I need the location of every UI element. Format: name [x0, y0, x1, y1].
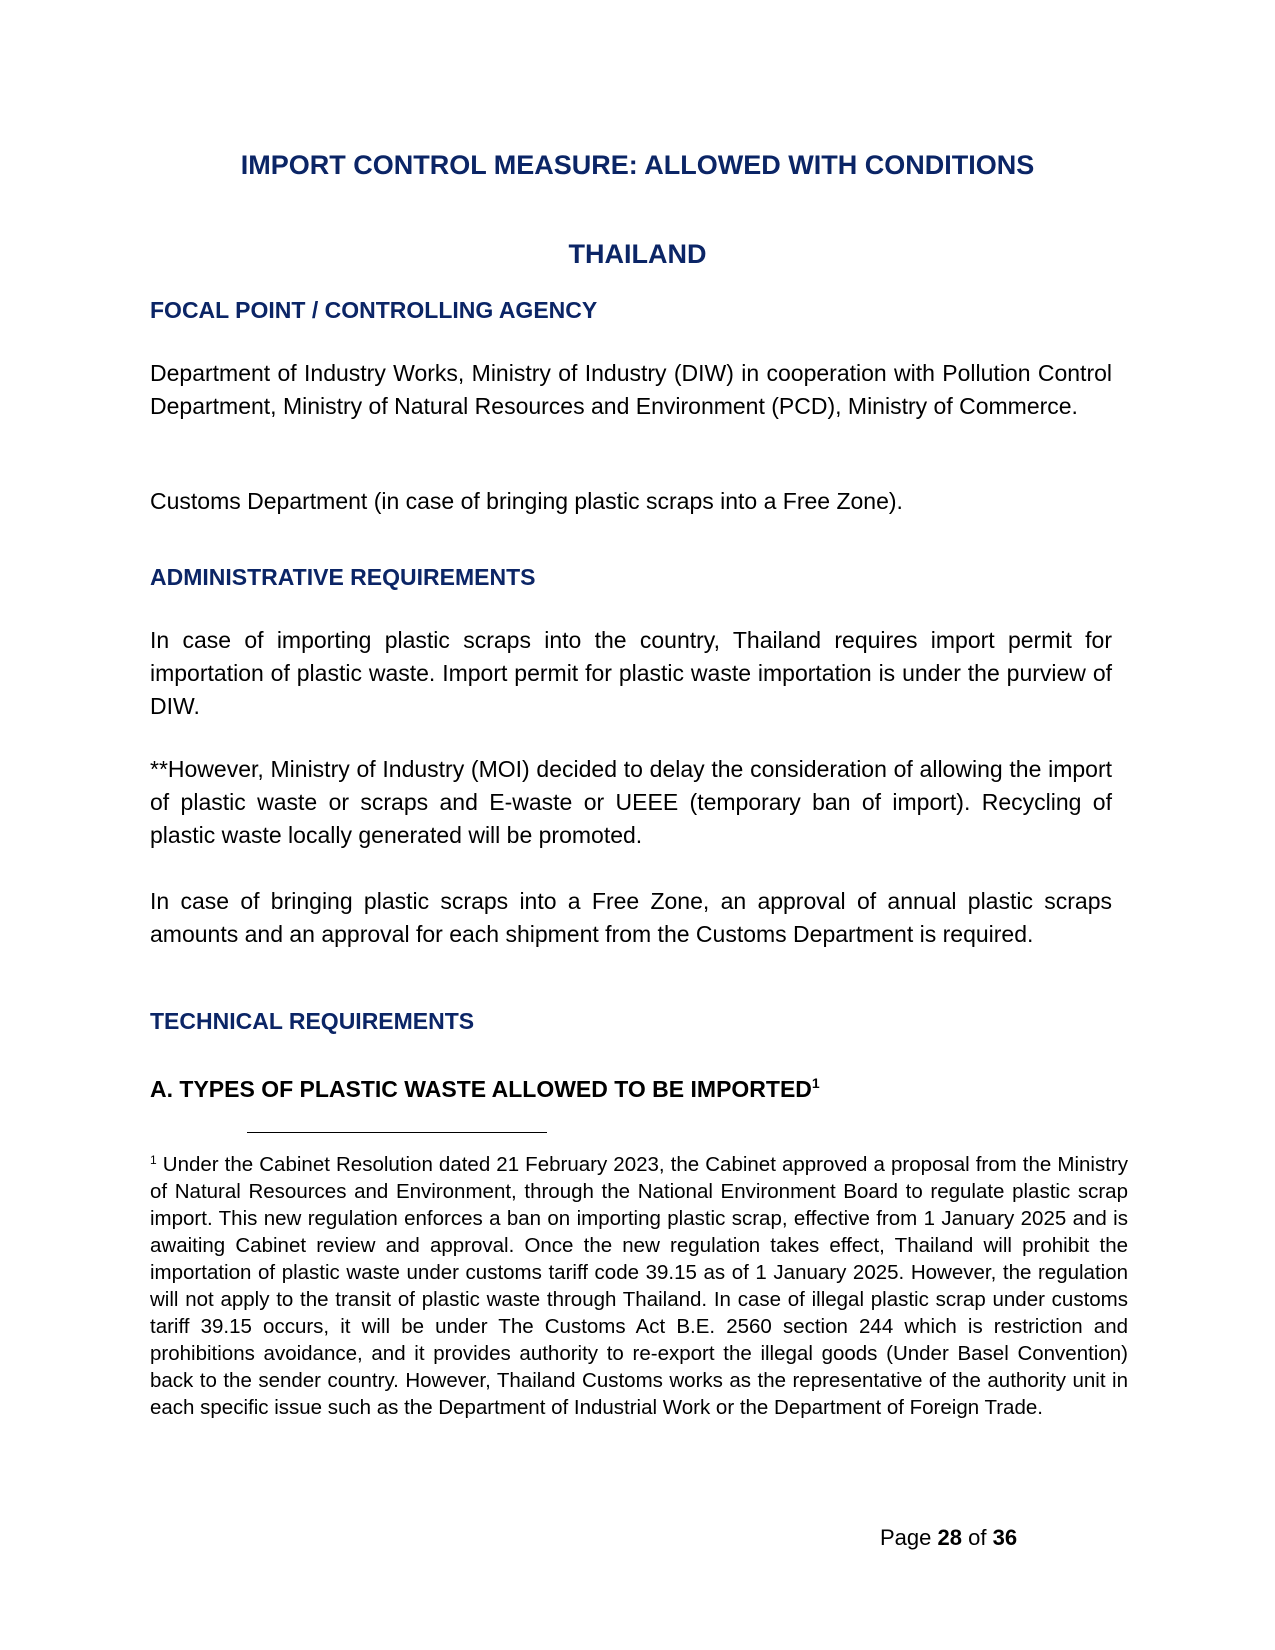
administrative-paragraph-3: In case of bringing plastic scraps into a Free Zone, an approval of annual plastic scraps amounts and an approval for each shipment from the Customs Department is required. — [150, 888, 1112, 947]
focal-point-paragraph-1: Department of Industry Works, Ministry of Industry (DIW) in cooperation with Pollution Control Department, Ministry of Natural Resources and Environment (PCD), Ministry of Commerce. — [150, 360, 1112, 419]
page-label: Page — [880, 1525, 932, 1550]
footnote-marker: 1 — [150, 1153, 157, 1167]
technical-requirements-heading: TECHNICAL REQUIREMENTS — [150, 1008, 475, 1034]
focal-point-heading: FOCAL POINT / CONTROLLING AGENCY — [150, 297, 598, 323]
administrative-paragraph-1: In case of importing plastic scraps into the country, Thailand requires import permit for importation of plastic waste. Import permit for plastic waste importation is under the purview of DIW. — [150, 627, 1112, 719]
page-of-label: of — [968, 1525, 987, 1550]
page-number — [880, 1525, 1140, 1551]
total-pages: 36 — [992, 1525, 1018, 1550]
administrative-paragraph-2: **However, Ministry of Industry (MOI) decided to delay the consideration of allowing the import of plastic waste or scraps and E-waste or UEEE (temporary ban of import). Recycling of plastic waste locally generated will be promoted. — [150, 756, 1112, 848]
footnote-reference: 1 — [811, 1075, 820, 1091]
current-page: 28 — [937, 1525, 962, 1550]
administrative-requirements-heading: ADMINISTRATIVE REQUIREMENTS — [150, 564, 536, 590]
footnote — [150, 1147, 1128, 1421]
country-title: THAILAND — [568, 239, 707, 269]
focal-point-paragraph-2: Customs Department (in case of bringing plastic scraps into a Free Zone). — [150, 488, 903, 514]
footnote-separator — [247, 1132, 547, 1133]
subheading-text: A. TYPES OF PLASTIC WASTE ALLOWED TO BE IMPORTED — [150, 1076, 812, 1102]
footnote-text: Under the Cabinet Resolution dated 21 February 2023, the Cabinet approved a proposal from the Ministry of Natural Resources and Environment, through the National Environment Board to regulate plastic scrap import. This new regulation enforces a ban on importing plastic scrap, effective from 1 January 2025 and is awaiting Cabinet review and approval. Once the new regulation takes effect, Thailand will prohibit the importation of plastic waste under customs tariff code 39.15 as of 1 January 2025. However, the regulation will not apply to the transit of plastic waste through Thailand. In case of illegal plastic scrap under customs tariff 39.15 occurs, it will be under The Customs Act B.E. 2560 section 244 which is restriction and prohibitions avoidance, and it provides authority to re-export the illegal goods (Under Basel Convention) back to the sender country. However, Thailand Customs works as the representative of the authority unit in each specific issue such as the Department of Industrial Work or the Department of Foreign Trade. — [150, 1153, 1128, 1419]
page-title: IMPORT CONTROL MEASURE: ALLOWED WITH CONDITIONS — [240, 150, 1035, 180]
plastic-waste-types-subheading — [150, 1075, 820, 1103]
